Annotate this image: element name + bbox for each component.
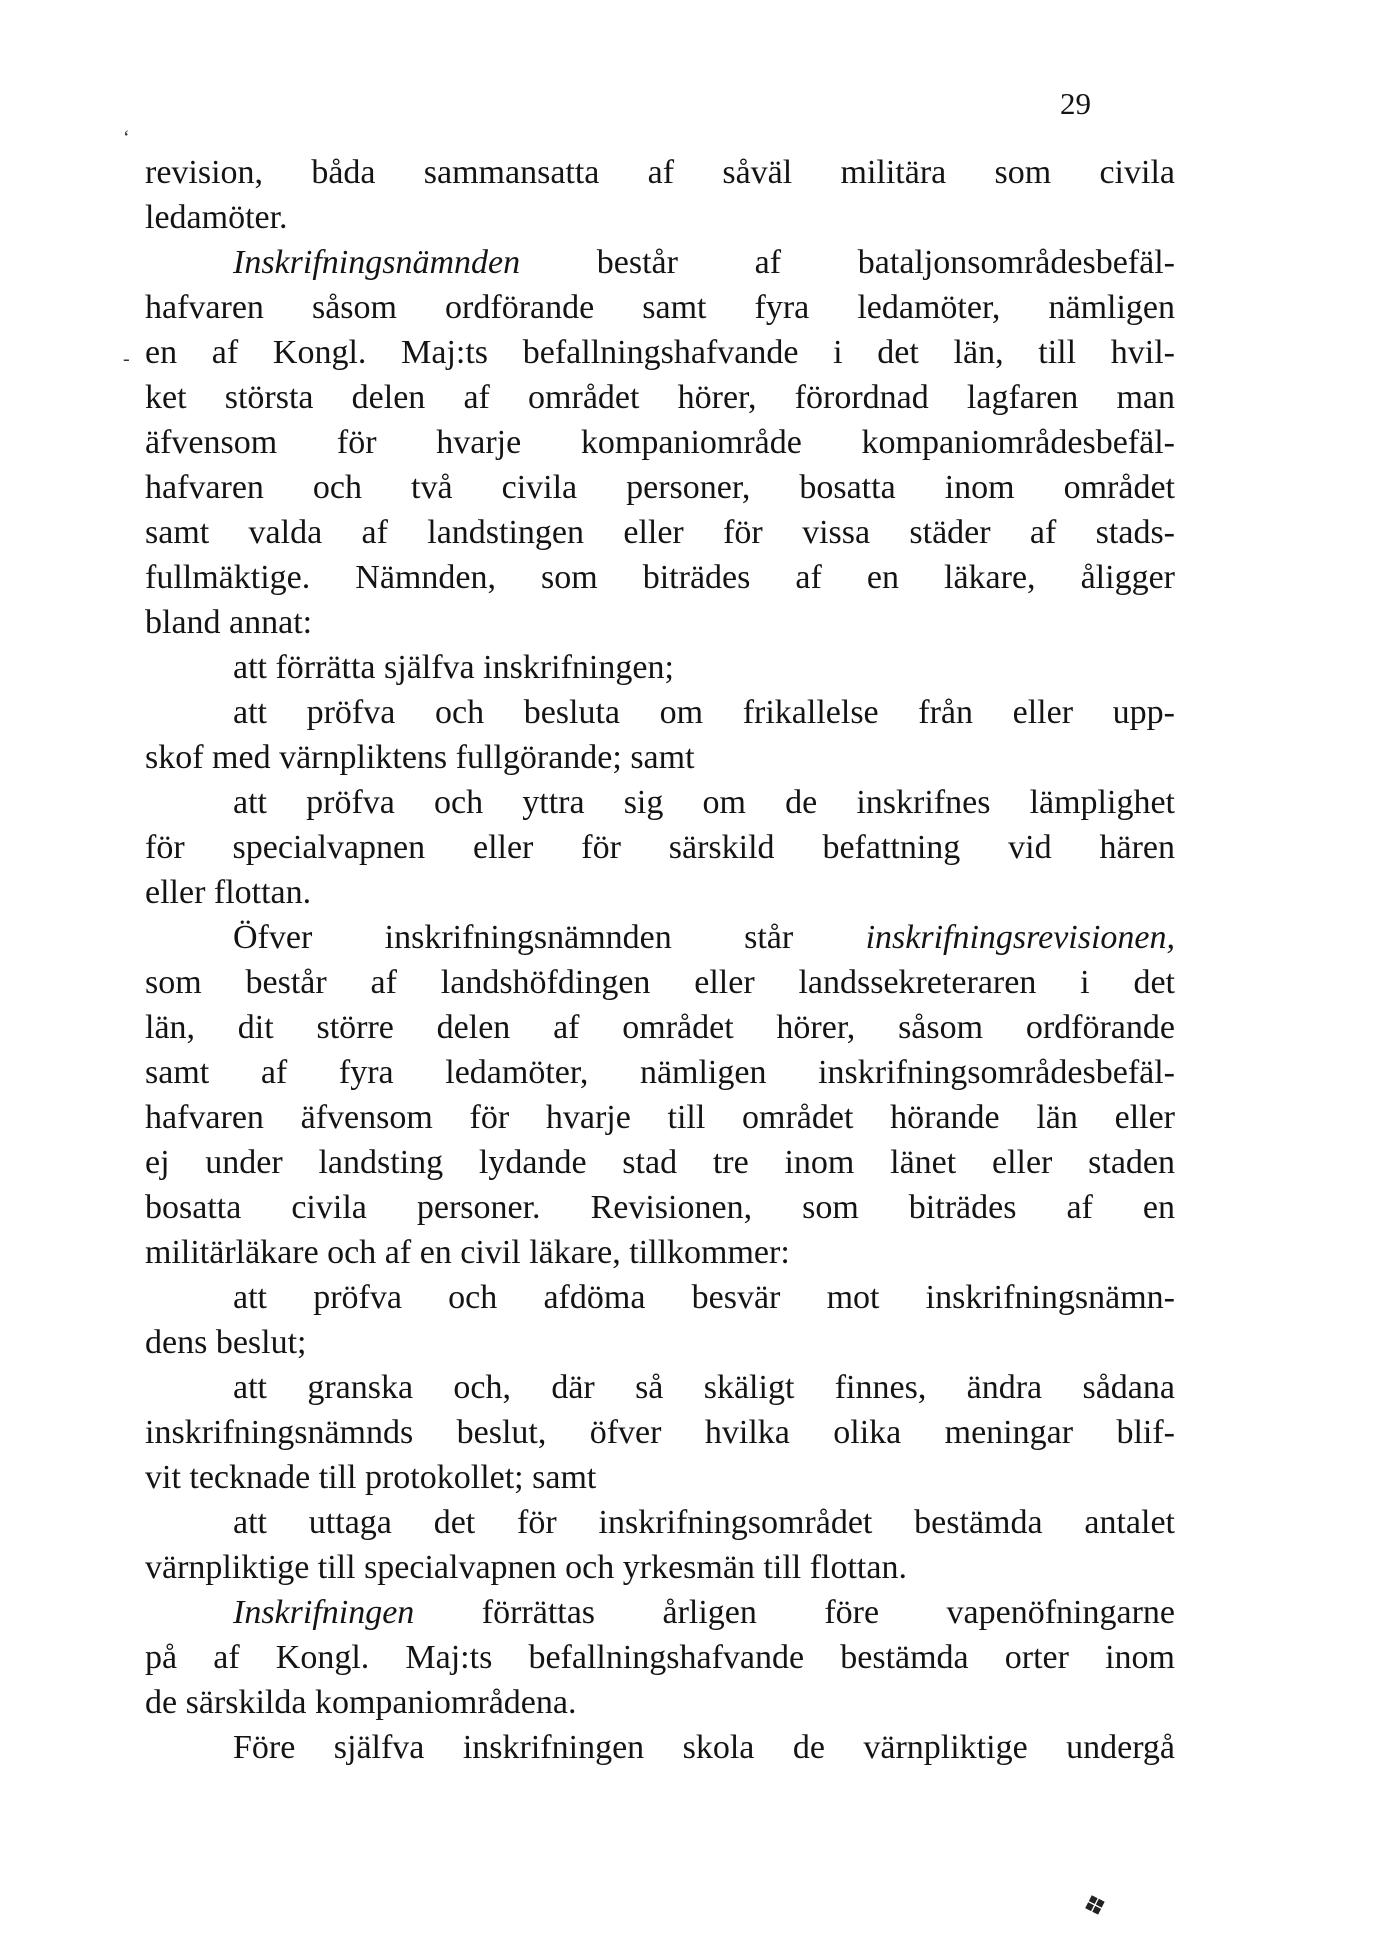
text-line (145, 1005, 1175, 1050)
text-line (145, 1320, 1175, 1365)
line-text: län, dit större delen af området hörer, såsom ordförande (145, 1009, 1175, 1046)
text-line (145, 1365, 1175, 1410)
text-line (145, 1185, 1175, 1230)
line-text: revision, båda sammansatta af såväl militära som civila (145, 154, 1175, 191)
text-line (145, 1500, 1175, 1545)
text-line (145, 645, 1175, 690)
text-line (145, 1230, 1175, 1275)
text-line (145, 1455, 1175, 1500)
text-line (145, 330, 1175, 375)
text-line (145, 375, 1175, 420)
text-line (145, 1410, 1175, 1455)
line-text: bosatta civila personer. Revisionen, som biträdes af en (145, 1189, 1175, 1226)
text-line (145, 285, 1175, 330)
page-number: 29 (1060, 86, 1091, 121)
line-text: förrättas årligen före vapenöfningarne (414, 1594, 1175, 1631)
line-text: hafvaren och två civila personer, bosatta inom området (145, 469, 1175, 506)
line-text: att förrätta själfva inskrifningen; (233, 649, 674, 686)
line-text: värnpliktige till specialvapnen och yrkesmän till flottan. (145, 1549, 907, 1586)
line-text: Före själfva inskrifningen skola de värnpliktige undergå (233, 1729, 1175, 1766)
line-text: bland annat: (145, 604, 313, 641)
line-text: Öfver inskrifningsnämnden står (233, 919, 866, 956)
line-text: ledamöter. (145, 199, 288, 236)
line-text: att uttaga det för inskrifningsområdet bestämda antalet (233, 1504, 1175, 1541)
text-line (145, 1635, 1175, 1680)
text-line (145, 1275, 1175, 1320)
line-text: samt af fyra ledamöter, nämligen inskrifningsområdesbefäl- (145, 1054, 1175, 1091)
line-text: inskrifningsnämnds beslut, öfver hvilka olika meningar blif- (145, 1414, 1175, 1451)
line-text: på af Kongl. Maj:ts befallningshafvande bestämda orter inom (145, 1639, 1175, 1676)
line-text: att pröfva och afdöma besvär mot inskrifningsnämn- (233, 1279, 1175, 1316)
text-line (145, 600, 1175, 645)
line-text: att pröfva och besluta om frikallelse från eller upp- (233, 694, 1175, 731)
text-line (145, 870, 1175, 915)
line-text: dens beslut; (145, 1324, 307, 1361)
italic-term: Inskrifningsnämnden (233, 244, 521, 281)
text-line (145, 1590, 1175, 1635)
line-text: ket största delen af området hörer, förordnad lagfaren man (145, 379, 1175, 416)
line-text: en af Kongl. Maj:ts befallningshafvande i det län, till hvil- (145, 334, 1175, 371)
margin-mark: ‘ (123, 127, 130, 149)
text-line (145, 240, 1175, 285)
text-line (145, 510, 1175, 555)
text-line (145, 195, 1175, 240)
line-text: skof med värnpliktens fullgörande; samt (145, 739, 695, 776)
text-line (145, 825, 1175, 870)
text-line (145, 420, 1175, 465)
text-line (145, 150, 1175, 195)
line-text: militärläkare och af en civil läkare, tillkommer: (145, 1234, 790, 1271)
line-text: ej under landsting lydande stad tre inom länet eller staden (145, 1144, 1175, 1181)
body-text (145, 150, 1175, 1770)
italic-term: inskrifningsrevisionen, (865, 919, 1175, 956)
line-text: äfvensom för hvarje kompaniområde kompaniområdesbefäl- (145, 424, 1175, 461)
text-line (145, 1140, 1175, 1185)
line-text: hafvaren såsom ordförande samt fyra ledamöter, nämligen (145, 289, 1175, 326)
ink-smudge: ❖ (1078, 1887, 1113, 1926)
text-line (145, 915, 1175, 960)
text-line (145, 735, 1175, 780)
line-text: består af bataljonsområdesbefäl- (520, 244, 1175, 281)
line-text: fullmäktige. Nämnden, som biträdes af en läkare, åligger (145, 559, 1175, 596)
text-line (145, 465, 1175, 510)
line-text: de särskilda kompaniområdena. (145, 1684, 577, 1721)
text-line (145, 780, 1175, 825)
line-text: att granska och, där så skäligt finnes, ändra sådana (233, 1369, 1175, 1406)
line-text: hafvaren äfvensom för hvarje till området hörande län eller (145, 1099, 1175, 1136)
text-line (145, 690, 1175, 735)
text-line (145, 1095, 1175, 1140)
line-text: för specialvapnen eller för särskild befattning vid hären (145, 829, 1175, 866)
line-text: att pröfva och yttra sig om de inskrifnes lämplighet (233, 784, 1175, 821)
text-line (145, 555, 1175, 600)
text-line (145, 1725, 1175, 1770)
text-line (145, 1050, 1175, 1095)
text-line (145, 1545, 1175, 1590)
margin-mark: - (123, 348, 130, 370)
text-line (145, 960, 1175, 1005)
line-text: eller flottan. (145, 874, 312, 911)
line-text: som består af landshöfdingen eller landssekreteraren i det (145, 964, 1175, 1001)
text-line (145, 1680, 1175, 1725)
line-text: samt valda af landstingen eller för vissa städer af stads- (145, 514, 1175, 551)
line-text: vit tecknade till protokollet; samt (145, 1459, 597, 1496)
italic-term: Inskrifningen (233, 1594, 415, 1631)
